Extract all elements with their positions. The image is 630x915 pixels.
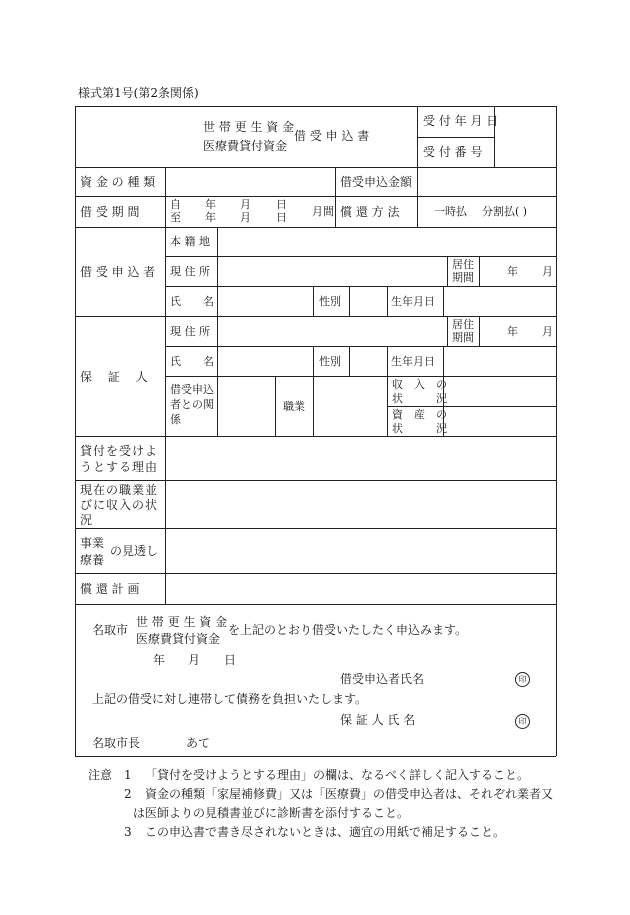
- job-label-2: びに収入の状: [80, 498, 159, 512]
- applicant-residence-label-2: 期間: [452, 271, 474, 284]
- line: [313, 286, 314, 316]
- period-from: 自: [170, 198, 181, 211]
- income-label-1: 収 入 の: [392, 378, 447, 391]
- assets-label-1: 資 産 の: [392, 408, 447, 421]
- repayment-method-label: 償 還 方 法: [340, 205, 400, 219]
- applicant-birth-label: 生年月日: [391, 295, 435, 308]
- from-month: 月: [240, 198, 251, 211]
- note-2-text-2: は医師よりの見積書並びに診断書を添付すること。: [133, 806, 410, 820]
- job-label-1: 現在の職業並: [80, 483, 159, 497]
- guarantor-residence-month: 月: [542, 325, 553, 338]
- applicant-domicile-field[interactable]: [218, 228, 555, 255]
- line: [387, 286, 388, 316]
- guarantor-name-label: 氏 名: [170, 355, 214, 368]
- applicant-sex-field[interactable]: [350, 287, 386, 315]
- guarantor-sex-label: 性別: [319, 355, 341, 368]
- outlook-field[interactable]: [166, 529, 555, 572]
- applicant-name-field[interactable]: [218, 287, 312, 315]
- guarantor-label: 保 証 人: [80, 370, 148, 384]
- declaration-fund-1: 世 帯 更 生 資 金: [136, 615, 228, 629]
- loan-period-field[interactable]: [180, 198, 310, 225]
- line: [313, 346, 314, 376]
- line: [447, 256, 448, 286]
- income-label-2: 状 況: [392, 392, 447, 405]
- period-to: 至: [170, 211, 181, 224]
- line: [479, 316, 480, 346]
- assets-field[interactable]: [444, 407, 555, 435]
- applicant-residence-month: 月: [542, 265, 553, 278]
- border-top: [75, 106, 556, 107]
- guarantor-signature-label: 保 証 人 氏 名: [340, 713, 416, 727]
- note-1-text: 「貸付を受けようとする理由」の欄は、なるべく詳しく記入すること。: [145, 768, 530, 782]
- guarantor-address-field[interactable]: [218, 317, 446, 345]
- note-2-number: 2: [124, 787, 132, 801]
- guarantor-signature-field[interactable]: [425, 710, 510, 728]
- addressee-label: あて: [186, 736, 211, 750]
- applicant-signature-field[interactable]: [425, 669, 510, 687]
- seal-icon: 印: [515, 714, 530, 729]
- line: [387, 346, 388, 436]
- outlook-medical: 療養: [80, 553, 105, 567]
- relation-label-1: 借受申込: [170, 383, 214, 396]
- city-name: 名取市: [92, 623, 129, 637]
- repayment-plan-label: 償 還 計 画: [80, 582, 140, 596]
- income-field[interactable]: [444, 377, 555, 405]
- applicant-label: 借 受 申 込 者: [80, 265, 156, 279]
- reason-label-2: うとする理由: [80, 460, 159, 474]
- declaration-text: を上記のとおり借受いたしたく申込みます。: [228, 623, 468, 637]
- applicant-residence-year: 年: [507, 265, 518, 278]
- repayment-plan-field[interactable]: [166, 574, 555, 603]
- fund-type-1: 世 帯 更 生 資 金: [203, 120, 295, 134]
- applicant-name-label: 氏 名: [170, 295, 214, 308]
- guarantor-birth-label: 生年月日: [391, 355, 435, 368]
- border-left: [75, 106, 76, 756]
- guarantor-name-field[interactable]: [218, 347, 312, 375]
- received-date-field[interactable]: [495, 107, 555, 136]
- repay-installment[interactable]: 分割払( ): [482, 205, 528, 218]
- job-label-3: 況: [80, 513, 93, 527]
- line: [75, 604, 556, 605]
- guarantor-sex-field[interactable]: [350, 347, 386, 375]
- assets-label-2: 状 況: [392, 422, 447, 435]
- from-year: 年: [205, 198, 216, 211]
- from-day: 日: [276, 198, 287, 211]
- line: [275, 376, 276, 436]
- declaration-month: 月: [188, 653, 201, 667]
- applicant-birth-field[interactable]: [444, 287, 555, 315]
- outlook-business: 事業: [80, 536, 105, 550]
- guarantor-residence-label-1: 居住: [452, 318, 474, 331]
- received-number-field[interactable]: [495, 138, 555, 166]
- applicant-sex-label: 性別: [319, 295, 341, 308]
- received-date-label: 受 付 年 月 日: [423, 114, 499, 128]
- line: [75, 196, 556, 197]
- period-months: 月間: [312, 205, 334, 218]
- applicant-address-field[interactable]: [218, 257, 446, 285]
- declaration-fund-2: 医療費貸付資金: [136, 632, 221, 646]
- line: [335, 167, 336, 227]
- relation-label-3: 係: [170, 413, 181, 426]
- line: [479, 256, 480, 286]
- joint-liability-text: 上記の借受に対し連帯して債務を負担いたします。: [92, 692, 368, 706]
- applicant-address-label: 現 住 所: [170, 265, 210, 278]
- reason-label-1: 貸付を受けよ: [80, 444, 159, 458]
- guarantor-residence-label-2: 期間: [452, 331, 474, 344]
- loan-amount-label: 借受申込金額: [340, 175, 413, 189]
- border-bottom: [75, 756, 556, 757]
- line: [447, 316, 448, 346]
- declaration-year: 年: [153, 653, 166, 667]
- note-3-number: 3: [124, 825, 132, 839]
- guarantor-birth-field[interactable]: [444, 347, 555, 375]
- fund-type-field[interactable]: [166, 168, 334, 195]
- to-day: 日: [276, 211, 287, 224]
- occupation-label: 職業: [283, 400, 305, 413]
- reason-field[interactable]: [166, 437, 555, 479]
- guarantor-residence-year: 年: [507, 325, 518, 338]
- document-title: 借 受 申 込 書: [294, 129, 370, 143]
- occupation-field[interactable]: [314, 377, 386, 435]
- applicant-signature-label: 借受申込者氏名: [340, 672, 425, 686]
- note-2-text-1: 資金の種類「家屋補修費」又は「医療費」の借受申込者は、それぞれ業者又: [145, 787, 554, 801]
- job-income-field[interactable]: [166, 481, 555, 527]
- applicant-residence-label-1: 居住: [452, 258, 474, 271]
- loan-amount-field[interactable]: [418, 168, 555, 195]
- outlook-suffix: の見透し: [110, 544, 159, 558]
- relation-label-2: 者との関: [170, 398, 214, 411]
- loan-period-label: 借 受 期 間: [80, 205, 140, 219]
- to-year: 年: [205, 211, 216, 224]
- notes-heading: 注意: [88, 768, 113, 782]
- line: [417, 137, 494, 138]
- mayor-label: 名取市長: [92, 736, 141, 750]
- border-right: [556, 106, 557, 756]
- applicant-domicile-label: 本 籍 地: [170, 235, 210, 248]
- guarantor-address-label: 現 住 所: [170, 325, 210, 338]
- seal-icon: 印: [515, 672, 530, 687]
- to-month: 月: [240, 211, 251, 224]
- declaration-day: 日: [224, 653, 237, 667]
- note-1-number: 1: [124, 768, 132, 782]
- fund-type-label: 資 金 の 種 類: [80, 175, 156, 189]
- relation-field[interactable]: [218, 377, 274, 435]
- note-3-text: この申込書で書き尽されないときは、適宜の用紙で補足すること。: [145, 825, 506, 839]
- received-number-label: 受 付 番 号: [423, 145, 483, 159]
- fund-type-2: 医療費貸付資金: [203, 139, 288, 153]
- form-number: 様式第1号(第2条関係): [78, 86, 199, 100]
- repay-lump-sum[interactable]: 一時払: [434, 205, 467, 218]
